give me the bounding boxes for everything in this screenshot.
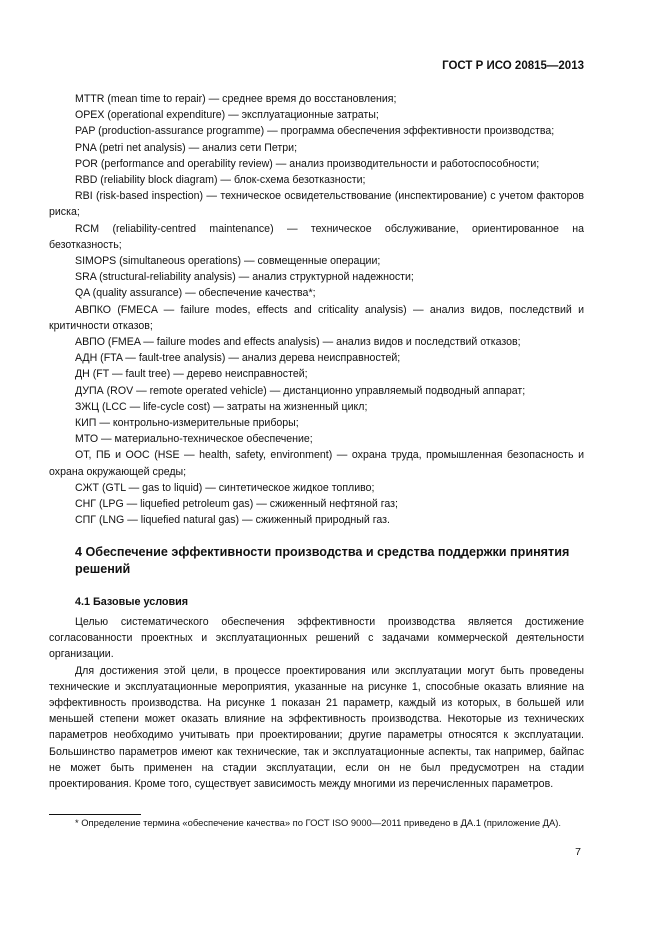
abbreviation-item: RBD (reliability block diagram) — блок-схема безотказности; xyxy=(75,174,366,187)
abbreviation-item: PAP (production-assurance programme) — программа обеспечения эффективности производства; xyxy=(75,125,555,138)
abbreviation-list xyxy=(49,91,584,528)
abbreviation-item: PNA (petri net analysis) — анализ сети Петри; xyxy=(75,141,298,154)
abbreviation-item: ДН (FT — fault tree) — дерево неисправностей; xyxy=(75,368,308,381)
abbreviation-item: RCM (reliability-centred maintenance) — техническое обслуживание, ориентированное на безотказность; xyxy=(49,222,584,251)
abbreviation-item: ЗЖЦ (LCC — life-cycle cost) — затраты на жизненный цикл; xyxy=(75,400,368,413)
subsection-title: 4.1 Базовые условия xyxy=(75,596,189,608)
abbreviation-item: КИП — контрольно-измерительные приборы; xyxy=(75,417,299,430)
abbreviation-item: СНГ (LPG — liquefied petroleum gas) — сжиженный нефтяной газ; xyxy=(75,498,398,511)
footnote-divider xyxy=(49,814,141,815)
abbreviation-item: SRA (structural-reliability analysis) — анализ структурной надежности; xyxy=(75,271,414,284)
abbreviation-item: RBI (risk-based inspection) — техническое освидетельствование (инспектирование) с учетом факторов риска; xyxy=(49,190,584,219)
abbreviation-item: АДН (FTA — fault-tree analysis) — анализ дерева неисправностей; xyxy=(75,352,401,365)
abbreviation-item: СЖТ (GTL — gas to liquid) — синтетическое жидкое топливо; xyxy=(75,481,375,494)
footnote: * Определение термина «обеспечение качества» по ГОСТ ISO 9000—2011 приведено в ДА.1 (приложение ДА). xyxy=(75,817,561,828)
abbreviation-item: SIMOPS (simultaneous operations) — совмещенные операции; xyxy=(75,255,381,268)
paragraph: Целью систематического обеспечения эффективности производства является достижение согласованности проектных и эксплуатационных решений с задачами коммерческой деятельности организации. xyxy=(49,616,584,661)
abbreviation-item: QA (quality assurance) — обеспечение качества*; xyxy=(75,287,316,300)
abbreviation-item: ОТ, ПБ и ООС (HSE — health, safety, environment) — охрана труда, промышленная безопасность и охрана окружающей среды; xyxy=(49,449,584,478)
body-text xyxy=(49,614,584,792)
abbreviation-item: АВПО (FMEA — failure modes and effects analysis) — анализ видов и последствий отказов; xyxy=(75,336,521,349)
document-header: ГОСТ Р ИСО 20815—2013 xyxy=(442,60,584,72)
abbreviation-item: МТО — материально-техническое обеспечение; xyxy=(75,433,313,446)
section-title: 4 Обеспечение эффективности производства и средства поддержки принятия решений xyxy=(75,545,570,576)
abbreviation-item: OPEX (operational expenditure) — эксплуатационные затраты; xyxy=(75,109,379,122)
page-number: 7 xyxy=(575,846,581,858)
abbreviation-item: MTTR (mean time to repair) — среднее время до восстановления; xyxy=(75,93,397,105)
abbreviation-item: POR (performance and operability review) — анализ производительности и работоспособности; xyxy=(75,157,540,170)
abbreviation-item: АВПКО (FMECA — failure modes, effects and criticality analysis) — анализ видов, последствий и критичности отказов; xyxy=(49,303,584,332)
abbreviation-item: ДУПА (ROV — remote operated vehicle) — дистанционно управляемый подводный аппарат; xyxy=(75,384,526,397)
abbreviation-item: СПГ (LNG — liquefied natural gas) — сжиженный природный газ. xyxy=(75,514,390,527)
paragraph: Для достижения этой цели, в процессе проектирования или эксплуатации могут быть проведены технические и эксплуатационные мероприятия, указанные на рисунке 1, способные оказать влияние на эффективность производства. На рисунке 1 показан 21 параметр, каждый из которых, в большей или меньшей степени может оказать влияние на эффективность производства. Некоторые из технических параметров необходимо учитывать при проектировании; другие параметры относятся к эксплуатации. Большинство параметров имеют как технические, так и эксплуатационные аспекты, так например, байпас не может быть применен на стадии эксплуатации, если он не был предусмотрен на стадии проектирования. Кроме того, существует зависимость между многими из перечисленных параметров. xyxy=(49,664,584,791)
